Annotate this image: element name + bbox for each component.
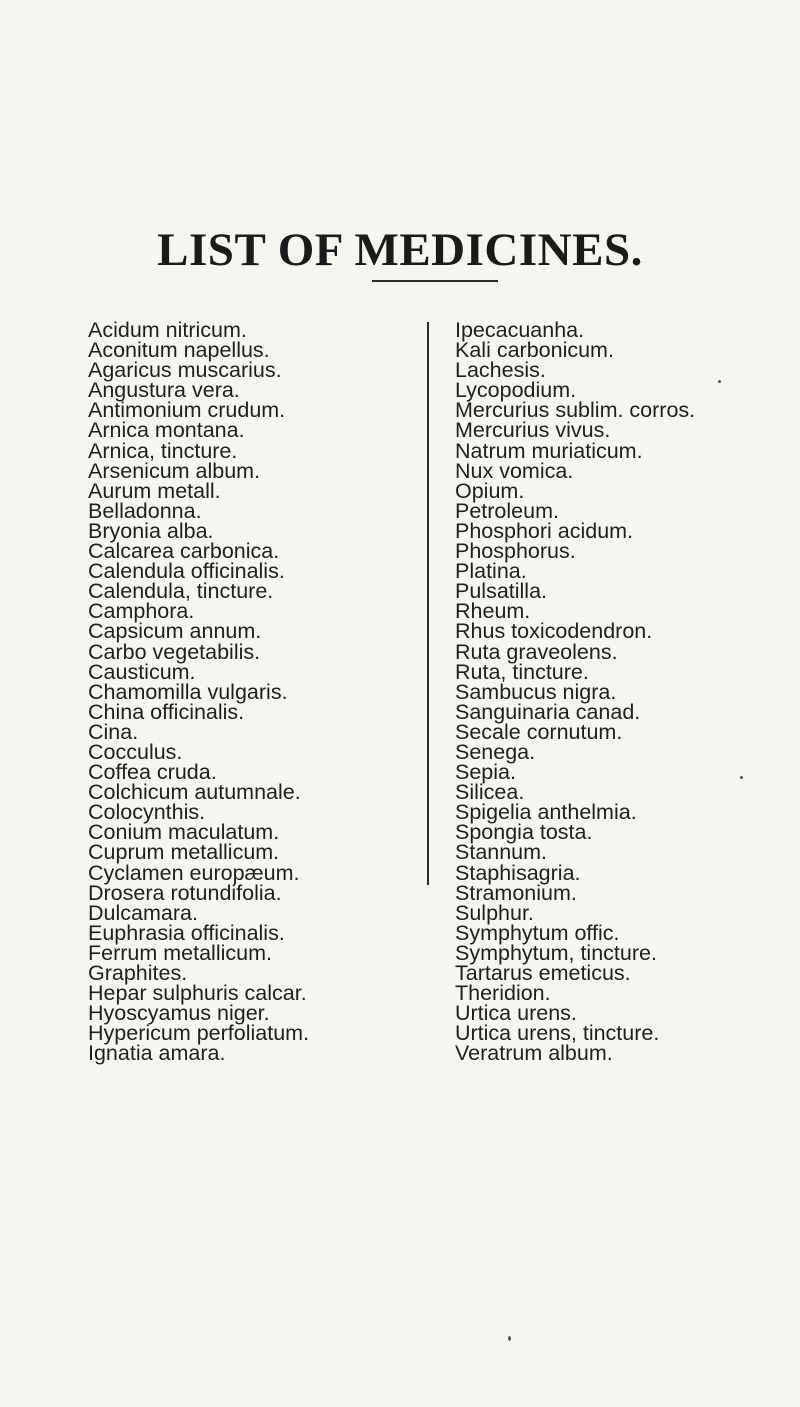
medicine-item: Ruta graveolens. <box>455 639 618 664</box>
medicine-item: Sepia. <box>455 760 516 785</box>
medicine-item: Bryonia alba. <box>88 518 214 543</box>
medicine-item: Urtica urens, tincture. <box>455 1021 660 1046</box>
medicine-item: Pulsatilla. <box>455 579 548 604</box>
medicine-item: Belladonna. <box>88 498 202 523</box>
medicine-item: Calcarea carbonica. <box>88 539 280 564</box>
medicine-list-left <box>88 318 420 1066</box>
medicine-item: Cocculus. <box>88 739 183 764</box>
medicine-item: Acidum nitricum. <box>88 318 247 342</box>
medicine-item: Angustura vera. <box>88 378 240 403</box>
print-speck <box>508 1336 511 1341</box>
medicine-item: Secale cornutum. <box>455 719 623 744</box>
medicine-item: Urtica urens. <box>455 1001 577 1026</box>
medicine-item: Spongia tosta. <box>455 820 593 845</box>
medicine-item: Drosera rotundifolia. <box>88 880 282 905</box>
medicine-item: Calendula officinalis. <box>88 559 285 584</box>
medicine-item: Senega. <box>455 739 536 764</box>
medicine-item: Colocynthis. <box>88 800 206 825</box>
medicine-item: Rhus toxicodendron. <box>455 619 653 644</box>
medicine-item: Sulphur. <box>455 900 534 925</box>
medicine-item: Kali carbonicum. <box>455 338 614 363</box>
medicine-item: Staphisagria. <box>455 860 581 885</box>
medicine-item: Cyclamen europæum. <box>88 860 300 885</box>
medicine-item: Opium. <box>455 478 525 503</box>
medicine-item: Camphora. <box>88 599 195 624</box>
medicine-item: Sambucus nigra. <box>455 679 617 704</box>
medicine-item: Aurum metall. <box>88 478 221 503</box>
medicine-item: Ipecacuanha. <box>455 318 585 342</box>
medicine-item: Cuprum metallicum. <box>88 840 280 865</box>
title-rule <box>372 280 498 282</box>
medicine-item: Stannum. <box>455 840 548 865</box>
medicine-item: Phosphorus. <box>455 539 576 564</box>
medicine-item: Antimonium crudum. <box>88 398 286 423</box>
medicine-item: Phosphori acidum. <box>455 518 634 543</box>
medicine-item: Arsenicum album. <box>88 458 261 483</box>
medicine-item: Sanguinaria canad. <box>455 699 641 724</box>
medicine-item: Symphytum, tincture. <box>455 940 657 965</box>
print-speck <box>718 380 721 383</box>
medicine-item: Natrum muriaticum. <box>455 438 643 463</box>
medicine-item: Euphrasia officinalis. <box>88 920 285 945</box>
medicine-item: Coffea cruda. <box>88 760 217 785</box>
medicine-item: Graphites. <box>88 961 188 985</box>
medicine-item: Tartarus emeticus. <box>455 961 631 985</box>
medicine-item: Petroleum. <box>455 498 559 523</box>
medicine-item: Arnica, tincture. <box>88 438 238 463</box>
medicine-item: Mercurius sublim. corros. <box>455 398 696 423</box>
medicine-item: Theridion. <box>455 981 551 1006</box>
medicine-item: Ruta, tincture. <box>455 659 589 684</box>
print-speck <box>740 776 743 779</box>
medicine-item: Causticum. <box>88 659 196 684</box>
medicine-item: Dulcamara. <box>88 900 198 925</box>
medicine-item: Colchicum autumnale. <box>88 780 301 805</box>
medicine-item: Ferrum metallicum. <box>88 940 272 965</box>
column-divider <box>427 322 429 885</box>
medicine-item: Calendula, tincture. <box>88 579 274 604</box>
medicine-item: Veratrum album. <box>455 1041 613 1066</box>
medicine-item: Spigelia anthelmia. <box>455 800 637 825</box>
medicine-item: Silicea. <box>455 780 525 805</box>
page-title: LIST OF MEDICINES. <box>157 224 643 277</box>
medicine-item: Symphytum offic. <box>455 920 620 945</box>
medicine-item: Cina. <box>88 719 139 744</box>
medicine-item: Lycopodium. <box>455 378 577 403</box>
medicine-item: Stramonium. <box>455 880 577 905</box>
medicine-item: China officinalis. <box>88 699 245 724</box>
medicine-item: Hypericum perfoliatum. <box>88 1021 310 1046</box>
medicine-item: Ignatia amara. <box>88 1041 226 1066</box>
medicine-item: Platina. <box>455 559 527 584</box>
medicine-item: Capsicum annum. <box>88 619 262 644</box>
medicine-item: Agaricus muscarius. <box>88 358 282 383</box>
medicine-item: Aconitum napellus. <box>88 338 270 363</box>
medicine-item: Mercurius vivus. <box>455 418 611 443</box>
medicine-item: Arnica montana. <box>88 418 245 443</box>
medicine-item: Conium maculatum. <box>88 820 280 845</box>
medicine-item: Chamomilla vulgaris. <box>88 679 288 704</box>
medicine-item: Lachesis. <box>455 358 546 383</box>
medicine-item: Carbo vegetabilis. <box>88 639 261 664</box>
medicine-item: Nux vomica. <box>455 458 574 483</box>
medicine-item: Rheum. <box>455 599 531 624</box>
medicine-list-right <box>455 318 795 1066</box>
medicine-item: Hepar sulphuris calcar. <box>88 981 307 1006</box>
medicine-item: Hyoscyamus niger. <box>88 1001 270 1026</box>
